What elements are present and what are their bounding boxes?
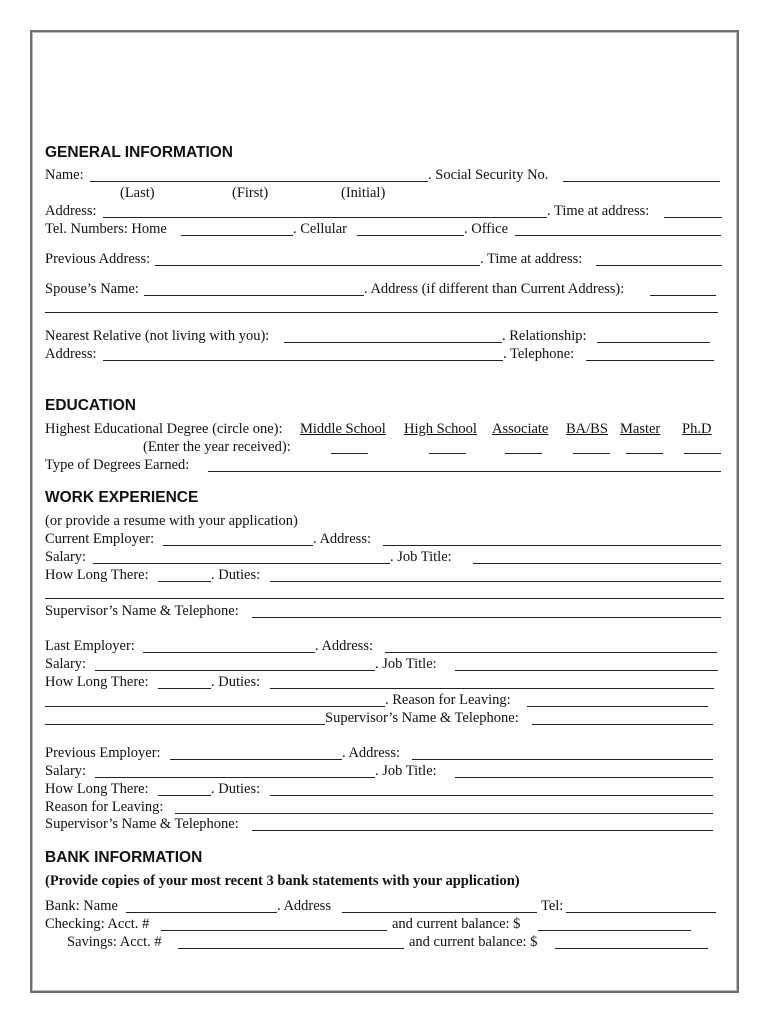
degree-option-master[interactable]: Master	[620, 421, 661, 437]
year-high-school-field[interactable]	[429, 453, 466, 454]
bank-name-field[interactable]	[126, 912, 277, 913]
current-employer-field[interactable]	[163, 545, 313, 546]
previous-supervisor-label: Supervisor’s Name & Telephone:	[45, 816, 239, 832]
current-supervisor-field[interactable]	[252, 617, 721, 618]
cellular-label: . Cellular	[293, 221, 347, 237]
checking-acct-label: Checking: Acct. #	[45, 916, 150, 932]
checking-acct-field[interactable]	[161, 930, 387, 931]
previous-salary-label: Salary:	[45, 763, 87, 779]
section-title-bank: BANK INFORMATION	[45, 849, 203, 866]
last-duties-field-2[interactable]	[45, 706, 385, 707]
ssn-field[interactable]	[563, 181, 720, 182]
relative-field[interactable]	[284, 342, 502, 343]
section-title-education: EDUCATION	[45, 397, 136, 414]
year-ba-bs-field[interactable]	[573, 453, 610, 454]
year-received-label: (Enter the year received):	[143, 439, 291, 455]
last-duties-field[interactable]	[270, 688, 714, 689]
last-employer-address-field[interactable]	[385, 652, 717, 653]
ssn-label: . Social Security No.	[428, 167, 549, 183]
previous-reason-field[interactable]	[175, 813, 713, 814]
relative-address-field[interactable]	[103, 360, 503, 361]
spouse-address-label: . Address (if different than Current Address):	[364, 281, 625, 297]
year-associate-field[interactable]	[505, 453, 542, 454]
previous-how-long-label: How Long There:	[45, 781, 149, 797]
year-phd-field[interactable]	[684, 453, 721, 454]
degree-type-label: Type of Degrees Earned:	[45, 457, 190, 473]
relationship-label: . Relationship:	[502, 328, 587, 344]
bank-address-field[interactable]	[342, 912, 537, 913]
year-master-field[interactable]	[626, 453, 663, 454]
address-label: Address:	[45, 203, 97, 219]
last-hint: (Last)	[120, 185, 155, 201]
section-title-general: GENERAL INFORMATION	[45, 144, 234, 161]
last-job-title-field[interactable]	[455, 670, 718, 671]
degree-option-ba-bs[interactable]: BA/BS	[566, 421, 608, 437]
last-reason-label: . Reason for Leaving:	[385, 692, 511, 708]
time-at-address-field[interactable]	[664, 217, 722, 218]
last-supervisor-label: Supervisor’s Name & Telephone:	[325, 710, 519, 726]
last-duties-label: . Duties:	[211, 674, 261, 690]
bank-name-label: Bank: Name	[45, 898, 118, 914]
degree-type-field[interactable]	[208, 471, 721, 472]
current-salary-field[interactable]	[93, 563, 390, 564]
last-salary-field[interactable]	[95, 670, 375, 671]
current-job-title-field[interactable]	[473, 563, 721, 564]
previous-salary-field[interactable]	[95, 777, 375, 778]
resume-note: (or provide a resume with your application)	[45, 513, 298, 529]
degree-label: Highest Educational Degree (circle one):	[45, 421, 283, 437]
initial-hint: (Initial)	[341, 185, 386, 201]
relative-label: Nearest Relative (not living with you):	[45, 328, 270, 344]
tel-home-field[interactable]	[181, 235, 293, 236]
current-employer-address-field[interactable]	[383, 545, 721, 546]
current-employer-address-label: . Address:	[313, 531, 371, 547]
relationship-field[interactable]	[597, 342, 710, 343]
time-at-address-label: . Time at address:	[547, 203, 650, 219]
last-supervisor-field[interactable]	[532, 724, 713, 725]
spouse-name-field[interactable]	[144, 295, 364, 296]
bank-address-label: . Address	[277, 898, 331, 914]
telephone-label: . Telephone:	[503, 346, 575, 362]
last-reason-field[interactable]	[527, 706, 708, 707]
degree-option-phd[interactable]: Ph.D	[682, 421, 712, 437]
savings-balance-field[interactable]	[555, 948, 708, 949]
name-field[interactable]	[90, 181, 428, 182]
degree-option-associate[interactable]: Associate	[492, 421, 549, 437]
savings-acct-label: Savings: Acct. #	[67, 934, 162, 950]
previous-job-title-label: . Job Title:	[375, 763, 437, 779]
current-employer-label: Current Employer:	[45, 531, 155, 547]
bank-statements-note: (Provide copies of your most recent 3 bank statements with your application)	[45, 873, 520, 889]
last-salary-label: Salary:	[45, 656, 87, 672]
address-field[interactable]	[103, 217, 547, 218]
section-title-work: WORK EXPERIENCE	[45, 489, 199, 506]
current-duties-field[interactable]	[270, 581, 721, 582]
last-how-long-label: How Long There:	[45, 674, 149, 690]
spouse-name-label: Spouse’s Name:	[45, 281, 139, 297]
office-label: . Office	[464, 221, 509, 237]
previous-duties-field[interactable]	[270, 795, 713, 796]
prev-time-at-address-field[interactable]	[596, 265, 722, 266]
previous-address-field[interactable]	[155, 265, 480, 266]
last-how-long-field[interactable]	[158, 688, 211, 689]
last-employer-field[interactable]	[143, 652, 315, 653]
last-duties-field-3[interactable]	[45, 724, 325, 725]
checking-balance-label: and current balance: $	[392, 916, 521, 932]
last-employer-label: Last Employer:	[45, 638, 135, 654]
office-field[interactable]	[515, 235, 721, 236]
name-label: Name:	[45, 167, 84, 183]
current-how-long-field[interactable]	[158, 581, 211, 582]
relative-address-label: Address:	[45, 346, 97, 362]
current-duties-label: . Duties:	[211, 567, 261, 583]
savings-acct-field[interactable]	[178, 948, 404, 949]
last-job-title-label: . Job Title:	[375, 656, 437, 672]
checking-balance-field[interactable]	[538, 930, 691, 931]
first-hint: (First)	[232, 185, 269, 201]
bank-tel-label: Tel:	[541, 898, 564, 914]
current-supervisor-label: Supervisor’s Name & Telephone:	[45, 603, 239, 619]
spouse-address-field[interactable]	[650, 295, 716, 296]
previous-duties-label: . Duties:	[211, 781, 261, 797]
previous-employer-field[interactable]	[170, 759, 342, 760]
degree-option-high-school[interactable]: High School	[404, 421, 477, 437]
previous-supervisor-field[interactable]	[252, 830, 713, 831]
current-how-long-label: How Long There:	[45, 567, 149, 583]
cellular-field[interactable]	[357, 235, 464, 236]
previous-how-long-field[interactable]	[158, 795, 211, 796]
last-employer-address-label: . Address:	[315, 638, 373, 654]
telephone-field[interactable]	[586, 360, 714, 361]
bank-tel-field[interactable]	[566, 912, 716, 913]
previous-address-label: Previous Address:	[45, 251, 151, 267]
degree-option-middle-school[interactable]: Middle School	[300, 421, 386, 437]
savings-balance-label: and current balance: $	[409, 934, 538, 950]
spouse-address-field-2[interactable]	[45, 312, 718, 313]
previous-employer-label: Previous Employer:	[45, 745, 161, 761]
previous-job-title-field[interactable]	[455, 777, 713, 778]
tel-home-label: Tel. Numbers: Home	[45, 221, 167, 237]
year-middle-school-field[interactable]	[331, 453, 368, 454]
current-duties-field-2[interactable]	[45, 598, 724, 599]
previous-employer-address-label: . Address:	[342, 745, 400, 761]
current-salary-label: Salary:	[45, 549, 87, 565]
prev-time-at-address-label: . Time at address:	[480, 251, 583, 267]
current-job-title-label: . Job Title:	[390, 549, 452, 565]
previous-reason-label: Reason for Leaving:	[45, 799, 164, 815]
previous-employer-address-field[interactable]	[412, 759, 713, 760]
